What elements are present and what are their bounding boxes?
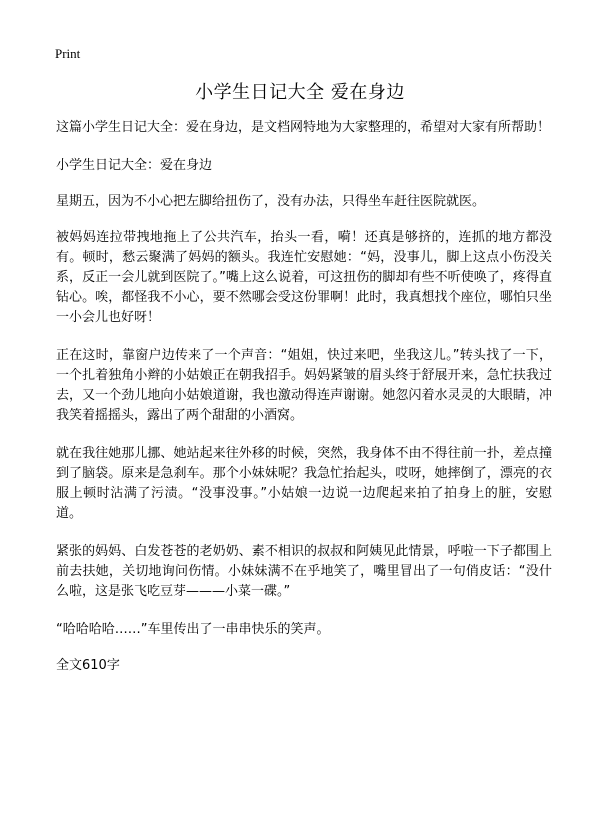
document-body: [56, 118, 552, 694]
body-paragraph: 星期五，因为不小心把左脚给扭伤了，没有办法，只得坐车赶往医院就医。: [56, 194, 486, 209]
body-paragraph: 被妈妈连拉带拽地拖上了公共汽车，抬头一看，嗬！还真是够挤的，连抓的地方都没有。顿时，愁云聚满了妈妈的额头。我连忙安慰她：“妈，没事儿，脚上这点小伤没关系，反正一会儿就到医院了。”嘴上这么说着，可这扭伤的脚却有些不听使唤了，疼得直钻心。唉，都怪我不小心，要不然哪会受这份罪啊！此时，我真想找个座位，哪怕只坐一小会儿也好呀！: [56, 230, 552, 325]
word-count: 全文610字: [56, 658, 120, 673]
body-paragraph: 正在这时，靠窗户边传来了一个声音：“姐姐，快过来吧，坐我这儿。”转头找了一下，一个扎着独角小辫的小姑娘正在朝我招手。妈妈紧皱的眉头终于舒展开来，急忙扶我过去，又一个劲儿地向小姑娘道谢，我也激动得连声谢谢。她忽闪着水灵灵的大眼睛，冲我笑着摇摇头，露出了两个甜甜的小酒窝。: [56, 348, 552, 423]
body-paragraph: 紧张的妈妈、白发苍苍的老奶奶、素不相识的叔叔和阿姨见此情景，呼啦一下子都围上前去扶她，关切地询问伤情。小妹妹满不在乎地笑了，嘴里冒出了一句俏皮话：“没什么啦，这是张飞吃豆芽———小菜一碟。”: [56, 544, 552, 599]
subtitle-paragraph: 小学生日记大全：爱在身边: [56, 158, 213, 173]
intro-paragraph: 这篇小学生日记大全：爱在身边，是文档网特地为大家整理的，希望对大家有所帮助！: [56, 120, 551, 135]
print-link[interactable]: Print: [55, 46, 81, 61]
body-paragraph: “哈哈哈哈……”车里传出了一串串快乐的笑声。: [56, 622, 330, 637]
body-paragraph: 就在我往她那儿挪、她站起来往外移的时候，突然，我身体不由不得往前一扑，差点撞到了脑袋。原来是急刹车。那个小妹妹呢？我急忙抬起头，哎呀，她摔倒了，漂亮的衣服上顿时沾满了污渍。“没事没事。”小姑娘一边说一边爬起来拍了拍身上的脏，安慰道。: [56, 446, 552, 521]
page-title: 小学生日记大全 爱在身边: [195, 82, 405, 103]
